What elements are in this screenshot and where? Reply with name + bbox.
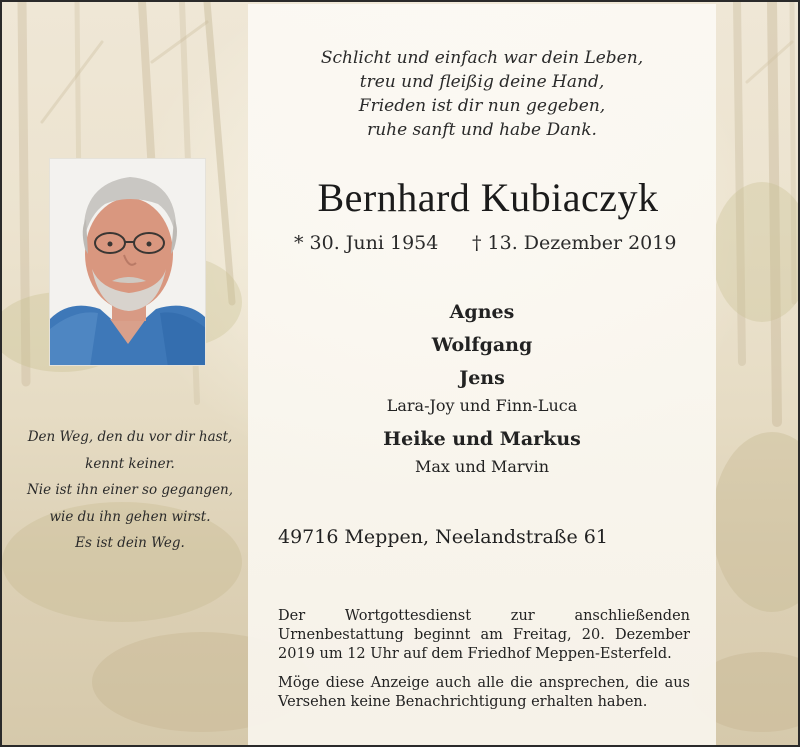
deceased-name: Bernhard Kubiaczyk — [317, 175, 659, 220]
poem-line: ruhe sanft und habe Dank. — [367, 120, 597, 140]
poem-line: treu und fleißig deine Hand, — [359, 72, 605, 92]
family-member: Heike und Markus — [383, 428, 581, 450]
poem-line: Nie ist ihn einer so gegangen, — [26, 482, 234, 498]
top-poem — [248, 46, 716, 142]
family-member: Jens — [459, 367, 505, 389]
poem-line: Es ist dein Weg. — [75, 535, 185, 551]
family-member-children: Max und Marvin — [415, 457, 549, 476]
notice-paragraph: Möge diese Anzeige auch alle die ansprechen, die aus Versehen keine Benachrichtigung erhalten haben. — [278, 675, 690, 710]
address: 49716 Meppen, Neelandstraße 61 — [278, 526, 608, 548]
portrait-photo — [49, 158, 206, 366]
family-member: Agnes — [449, 301, 515, 323]
poem-line: Den Weg, den du vor dir hast, — [27, 429, 233, 445]
poem-line: kennt keiner. — [85, 455, 175, 472]
service-paragraph: Der Wortgottesdienst zur anschließenden Urnenbestattung beginnt am Freitag, 20. Dezember 2019 um 12 Uhr auf dem Friedhof Meppen-Esterfeld. — [278, 608, 690, 662]
side-poem — [16, 424, 244, 557]
poem-line: wie du ihn gehen wirst. — [49, 508, 211, 525]
family-member: Wolfgang — [431, 334, 533, 356]
poem-line: Frieden ist dir nun gegeben, — [358, 96, 606, 116]
poem-line: Schlicht und einfach war dein Leben, — [320, 48, 644, 68]
family-list — [248, 296, 716, 484]
family-member-children: Lara-Joy und Finn-Luca — [386, 396, 578, 415]
birth-date: * 30. Juni 1954 — [294, 232, 439, 254]
service-notice — [278, 607, 690, 712]
death-date: † 13. Dezember 2019 — [472, 232, 677, 254]
